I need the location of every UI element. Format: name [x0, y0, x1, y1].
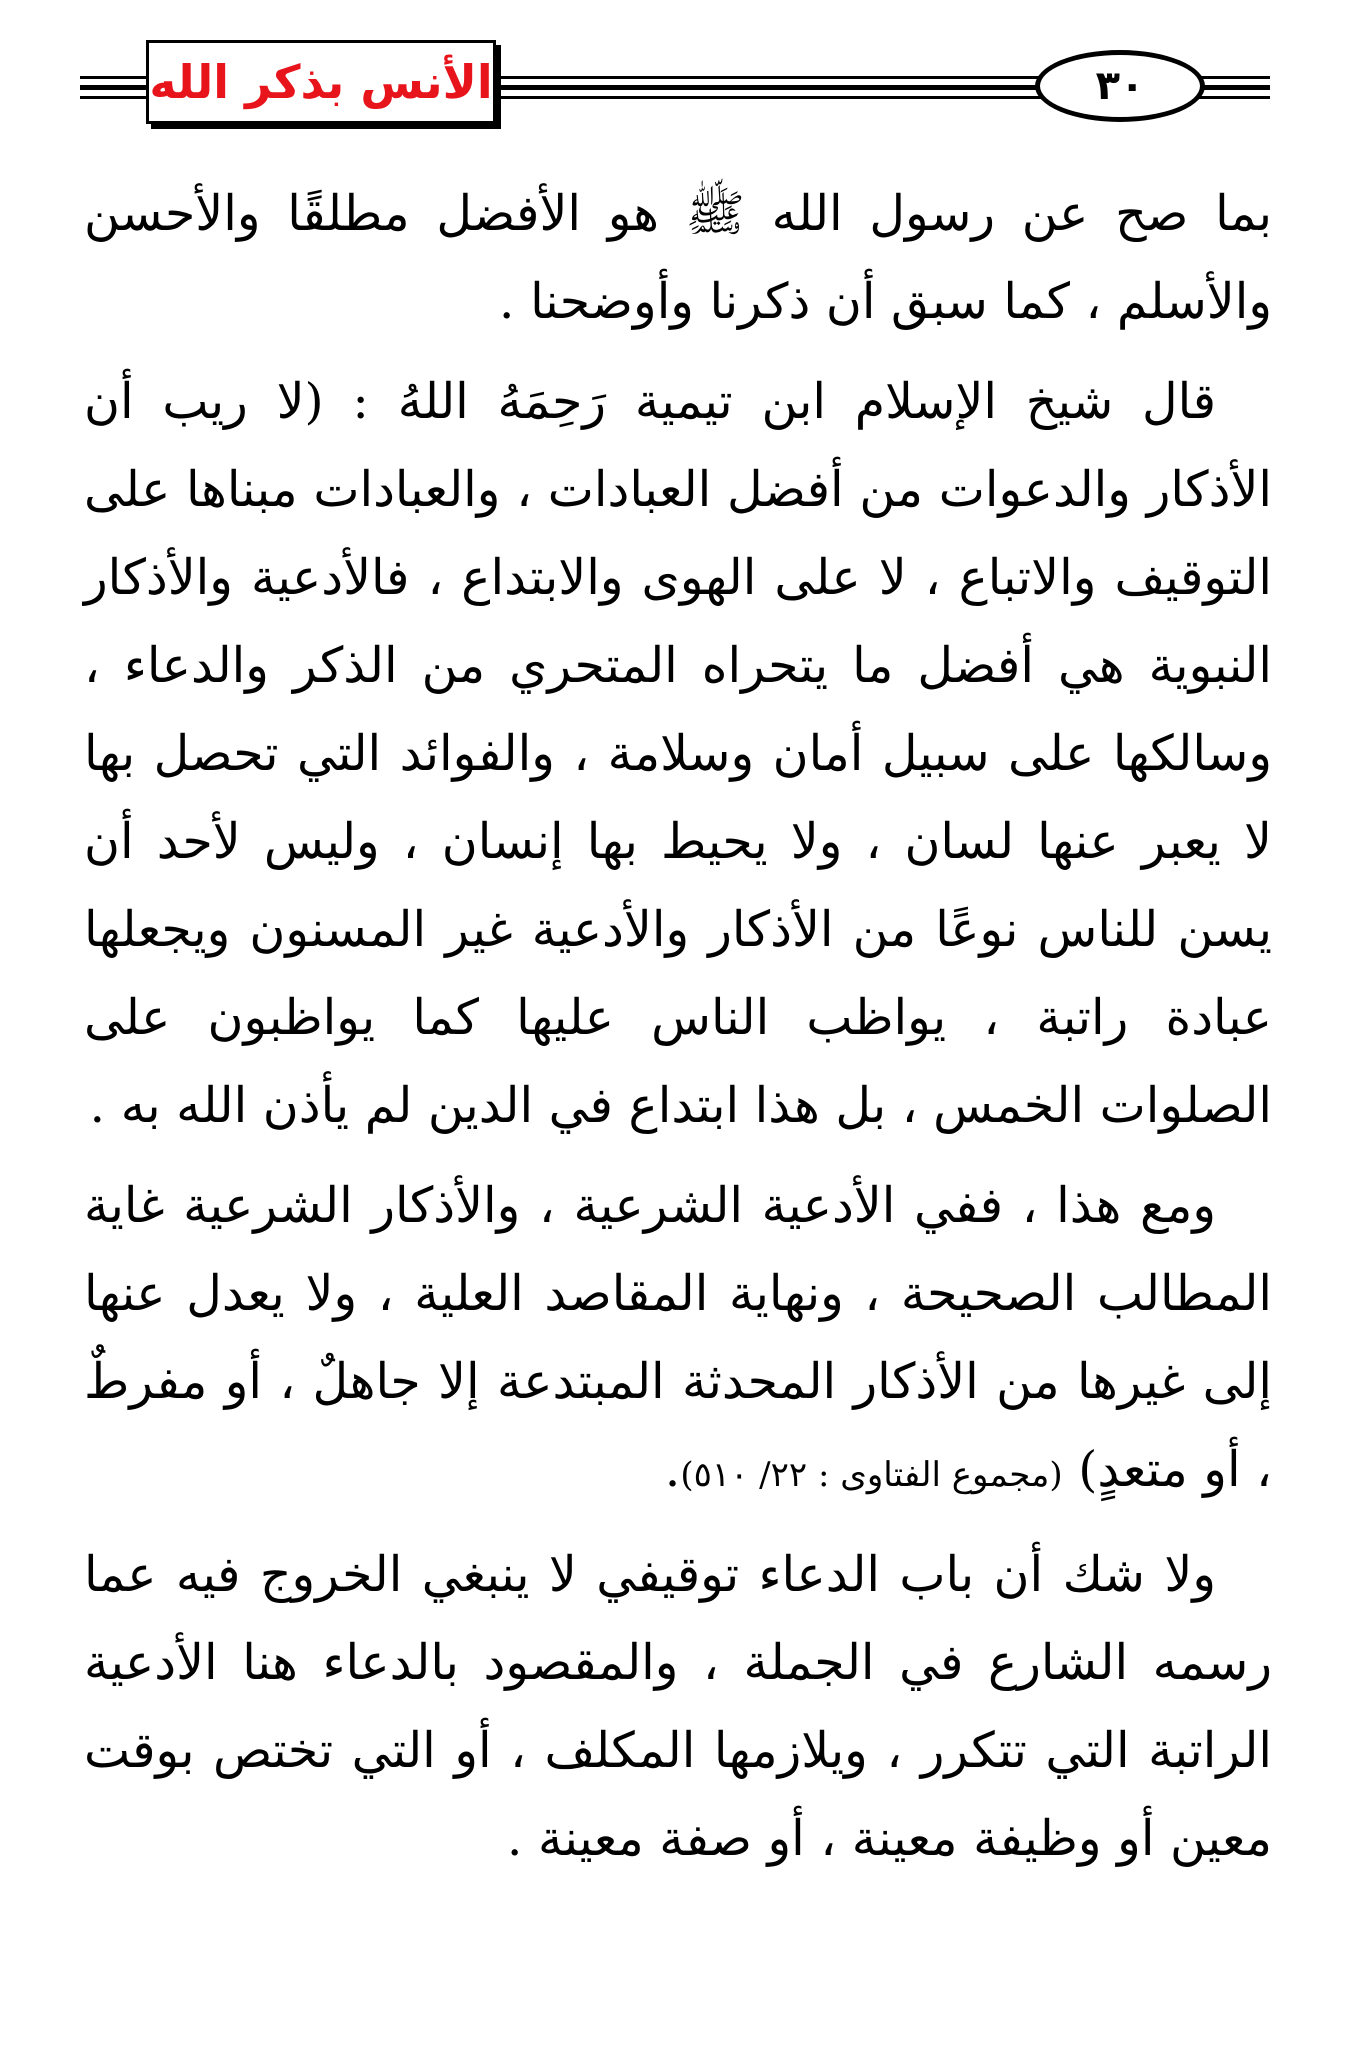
text-line: .: [664, 1441, 681, 1498]
paragraph-1: [84, 170, 1272, 346]
text-line: نوعًا من الأذكار والأدعية غير المسنون ويجعلها عبادة راتبة ،: [84, 901, 1272, 1046]
text-line: عنها لسان ، ولا يحيط بها إنسان ، وليس لأحد أن يسن للناس: [84, 813, 1272, 958]
page-number: ٣٠: [1095, 63, 1145, 109]
text-line: قال شيخ الإسلام ابن تيمية رَحِمَهُ اللهُ : (لا ريب أن الأذكار: [84, 373, 1273, 518]
page-number-oval: [1035, 50, 1205, 122]
text-line: والدعوات من أفضل العبادات ، والعبادات مبناها على التوقيف: [84, 461, 1273, 606]
source-reference: (مجموع الفتاوى : ٢٢/ ٥١٠): [680, 1455, 1063, 1495]
text-line: هي أفضل ما يتحراه المتحري من الذكر والدعاء ، وسالكها: [84, 637, 1272, 782]
text-line: ومع هذا ، ففي الأدعية الشرعية ، والأذكار الشرعية غاية: [84, 1177, 1216, 1234]
text-line: يواظب الناس عليها كما يواظبون على الصلوات الخمس ،: [84, 989, 1272, 1134]
paragraph-3-quote: [84, 1162, 1272, 1519]
text-line: إلى غيرها من الأذكار المحدثة المبتدعة إلا جاهلٌ ، أو مفرطٌ ،: [84, 1353, 1272, 1498]
paragraph-2-quote: [84, 358, 1272, 1150]
text-line: التي تتكرر ، ويلازمها المكلف ، أو التي تختص بوقت معين: [84, 1722, 1272, 1867]
text-line: أو وظيفة معينة ، أو صفة معينة .: [506, 1810, 1155, 1867]
text-line: ولا شك أن باب الدعاء توقيفي لا ينبغي الخروج فيه عما: [84, 1546, 1216, 1603]
text-line: بل هذا ابتداع في الدين لم يأذن الله به .: [89, 1077, 887, 1134]
page-header: [80, 38, 1270, 138]
text-line: بما صح عن رسول الله ﷺ هو الأفضل مطلقًا والأحسن: [84, 185, 1272, 242]
page-body: [84, 170, 1272, 1883]
text-line: والاتباع ، لا على الهوى والابتداع ، فالأدعية والأذكار النبوية: [84, 549, 1272, 694]
book-title: الأنس بذكر الله: [149, 55, 493, 109]
paragraph-4: [84, 1531, 1272, 1883]
text-line: أو متعدٍ): [1078, 1441, 1241, 1498]
text-line: على سبيل أمان وسلامة ، والفوائد التي تحصل بها لا يعبر: [84, 725, 1273, 870]
text-line: المطالب الصحيحة ، ونهاية المقاصد العلية ، ولا يعدل عنها: [84, 1265, 1272, 1322]
text-line: رسمه الشارع في الجملة ، والمقصود بالدعاء هنا الأدعية الراتبة: [84, 1634, 1272, 1779]
book-title-box: [146, 40, 496, 124]
text-line: والأسلم ، كما سبق أن ذكرنا وأوضحنا .: [498, 273, 1272, 330]
